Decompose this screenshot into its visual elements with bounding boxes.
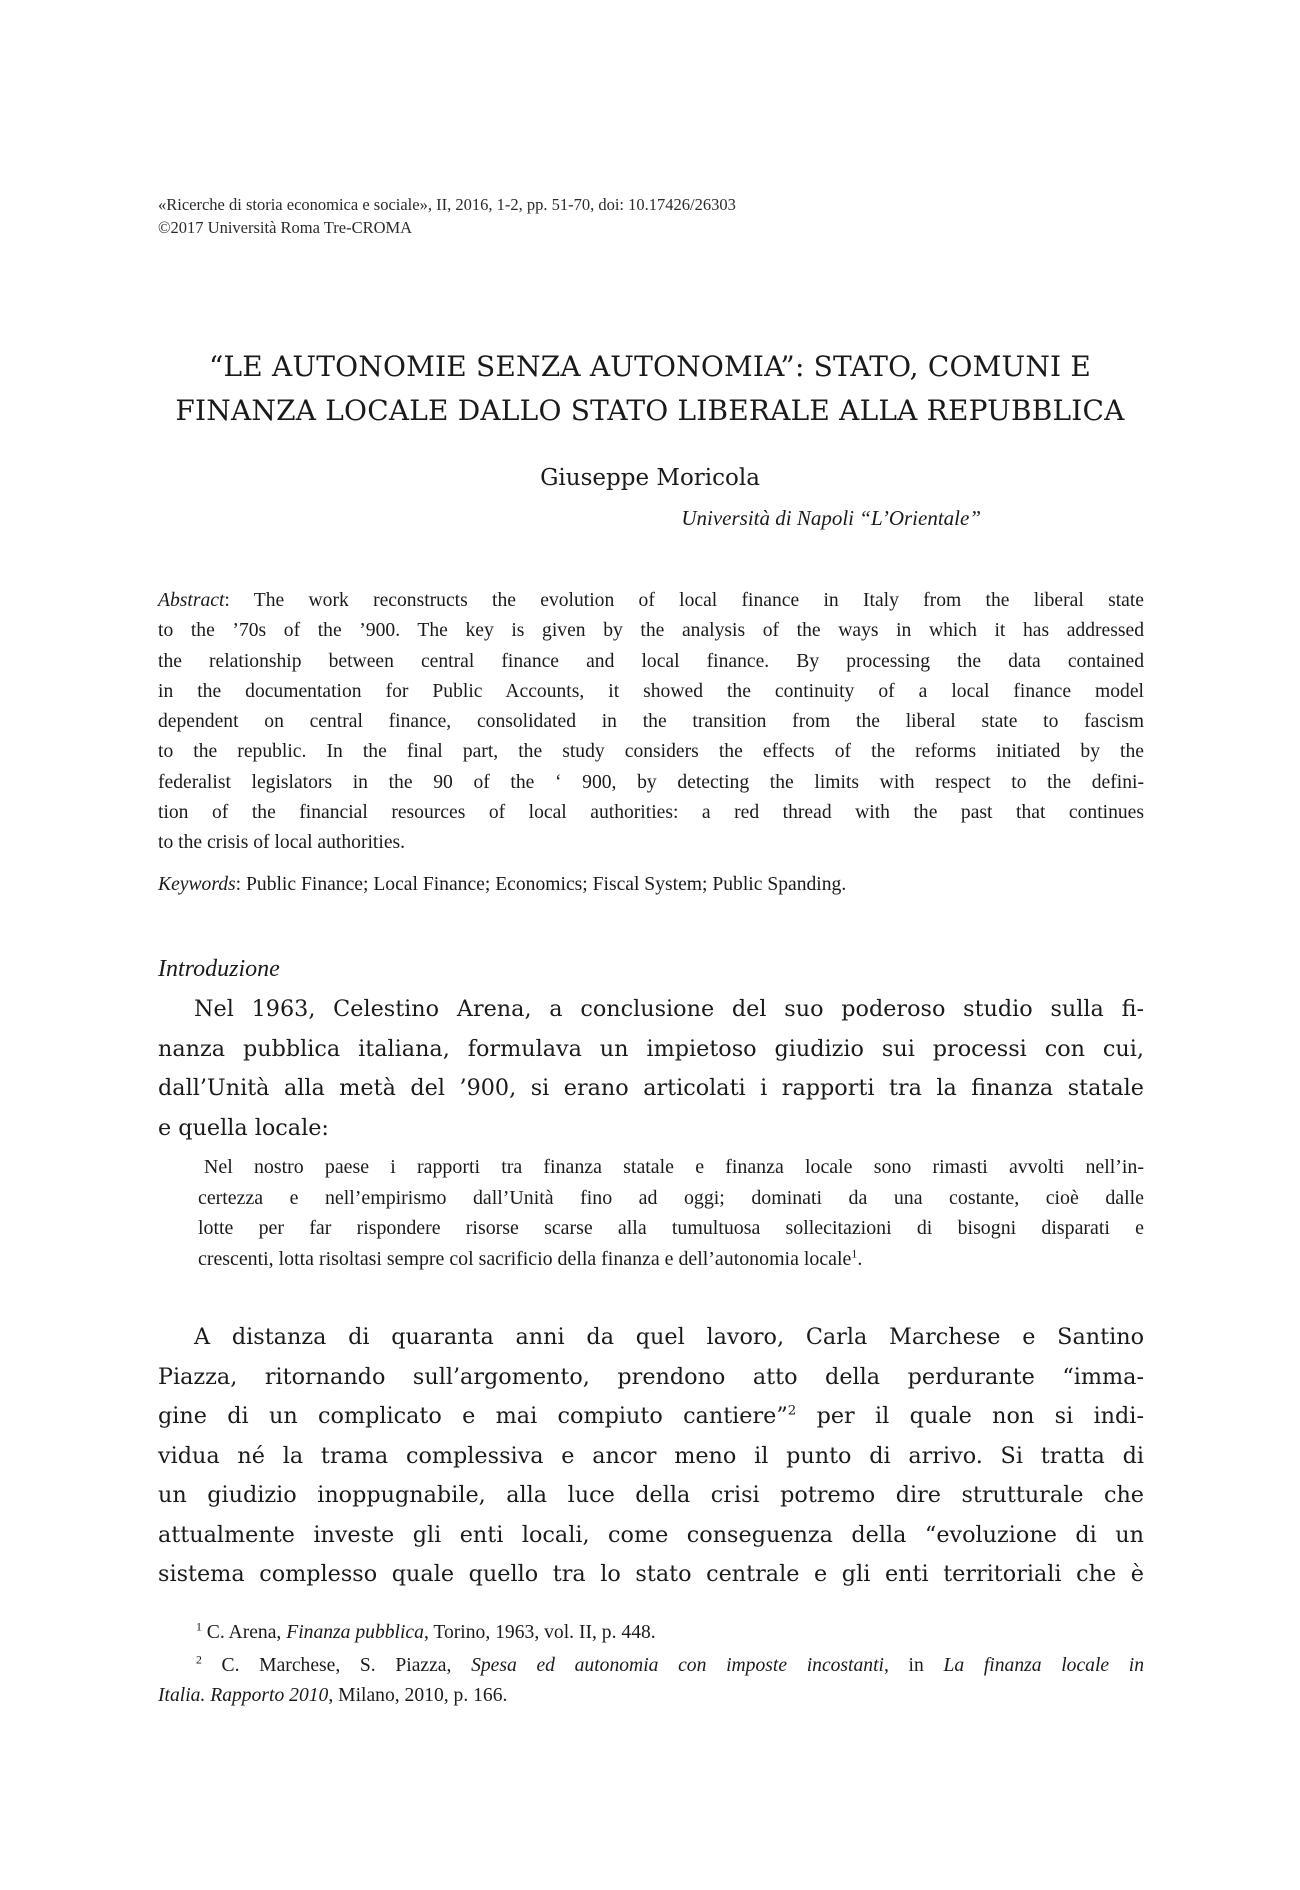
abstract [158, 586, 1144, 859]
title-line-2: FINANZA LOCALE DALLO STATO LIBERALE ALLA REPUBBLICA [175, 394, 1125, 427]
affiliation-text: Università di Napoli “L’Orientale” [681, 506, 981, 530]
title-line-1: “LE AUTONOMIE SENZA AUTONOMIA”: STATO, COMUNI E [208, 350, 1092, 383]
paragraph-line: Piazza, ritornando sull’argomento, prendono atto della perdurante “imma- [158, 1363, 1144, 1390]
footnote-ref-2[interactable]: 2 [787, 1403, 797, 1419]
paragraph-line: e quella locale: [158, 1114, 329, 1141]
abstract-line: dependent on central finance, consolidated in the transition from the liberal state to fascism [158, 711, 1144, 733]
paragraph-1 [158, 990, 1144, 1148]
footnote-line: $^2$ C. Marchese, S. Piazza, Spesa ed autonomia con imposte incostanti, in La finanza locale in [196, 1652, 1144, 1676]
abstract-line: the relationship between central finance and local finance. By processing the data contained [158, 650, 1144, 672]
block-quote [198, 1152, 1144, 1274]
footnote-ref-1[interactable]: 1 [851, 1245, 858, 1260]
keywords [158, 870, 1144, 900]
quote-line: lotte per far rispondere risorse scarse alla tumultuosa sollecitazioni di bisogni disparati e [198, 1217, 1144, 1239]
article-title [150, 345, 1150, 433]
paragraph-line: attualmente investe gli enti locali, come conseguenza della “evoluzione di un [158, 1521, 1144, 1548]
citation-line: «Ricerche di storia economica e sociale», II, 2016, 1-2, pp. 51-70, doi: 10.17426/26303 [158, 195, 736, 214]
paragraph-line: un giudizio inoppugnabile, alla luce della crisi potremo dire strutturale che [158, 1482, 1144, 1508]
quote-line: crescenti, lotta risoltasi sempre col sacrificio della finanza e dell’autonomia locale$^1$. [198, 1245, 863, 1270]
keywords-label: Keywords [158, 874, 236, 895]
paragraph-line: Nel 1963, Celestino Arena, a conclusione del suo poderoso studio sulla fi- [194, 996, 1144, 1022]
footnotes [158, 1618, 1144, 1712]
paragraph-line: vidua né la trama complessiva e ancor meno il punto di arrivo. Si tratta di [158, 1442, 1144, 1469]
abstract-label: Abstract [158, 590, 225, 611]
keywords-text: : Public Finance; Local Finance; Economics; Fiscal System; Public Spanding. [235, 874, 847, 895]
copyright-line: ©2017 Università Roma Tre-CROMA [158, 218, 413, 237]
footnote-line: $^1$ C. Arena, Finanza pubblica, Torino, 1963, vol. II, p. 448. [196, 1620, 656, 1643]
paragraph-line: gine di un complicato e mai compiuto cantiere”$^2$ per il quale non si indi- [158, 1403, 1144, 1429]
footnote-1 [158, 1618, 1144, 1649]
paragraph-line: dall’Unità alla metà del ’900, si erano articolati i rapporti tra la finanza statale [158, 1075, 1144, 1101]
quote-line: Nel nostro paese i rapporti tra finanza statale e finanza locale sono rimasti avvolti nell’in- [204, 1156, 1144, 1178]
abstract-line: tion of the financial resources of local authorities: a red thread with the past that continues [158, 802, 1144, 824]
footnote-number: 2 [196, 1652, 202, 1666]
abstract-line: to the crisis of local authorities. [158, 832, 406, 854]
paragraph-2 [158, 1318, 1144, 1595]
journal-header [158, 193, 1158, 239]
abstract-line: to the republic. In the final part, the study considers the effects of the reforms initiated by the [158, 741, 1144, 763]
abstract-line: Abstract: The work reconstructs the evolution of local finance in Italy from the liberal state [158, 590, 1144, 611]
paragraph-line: A distanza di quaranta anni da quel lavoro, Carla Marchese e Santino [194, 1324, 1144, 1350]
paragraph-line: nanza pubblica italiana, formulava un impietoso giudizio sui processi con cui, [158, 1035, 1144, 1062]
abstract-line: in the documentation for Public Accounts, it showed the continuity of a local finance model [158, 680, 1144, 702]
footnote-number: 1 [196, 1620, 202, 1634]
quote-line: certezza e nell’empirismo dall’Unità fino ad oggi; dominati da una costante, cioè dalle [198, 1186, 1144, 1209]
footnote-line: Italia. Rapporto 2010, Milano, 2010, p. 166. [158, 1685, 508, 1706]
author-name: Giuseppe Moricola [540, 465, 760, 491]
section-heading: Introduzione [158, 956, 280, 982]
abstract-line: federalist legislators in the 90 of the ‘ 900, by detecting the limits with respect to the defini- [158, 771, 1144, 793]
footnote-2 [158, 1651, 1144, 1712]
abstract-line: to the ’70s of the ’900. The key is given by the analysis of the ways in which it has addressed [158, 620, 1144, 642]
paragraph-line: sistema complesso quale quello tra lo stato centrale e gli enti territoriali che è [158, 1561, 1144, 1587]
author-affiliation [150, 504, 1150, 532]
